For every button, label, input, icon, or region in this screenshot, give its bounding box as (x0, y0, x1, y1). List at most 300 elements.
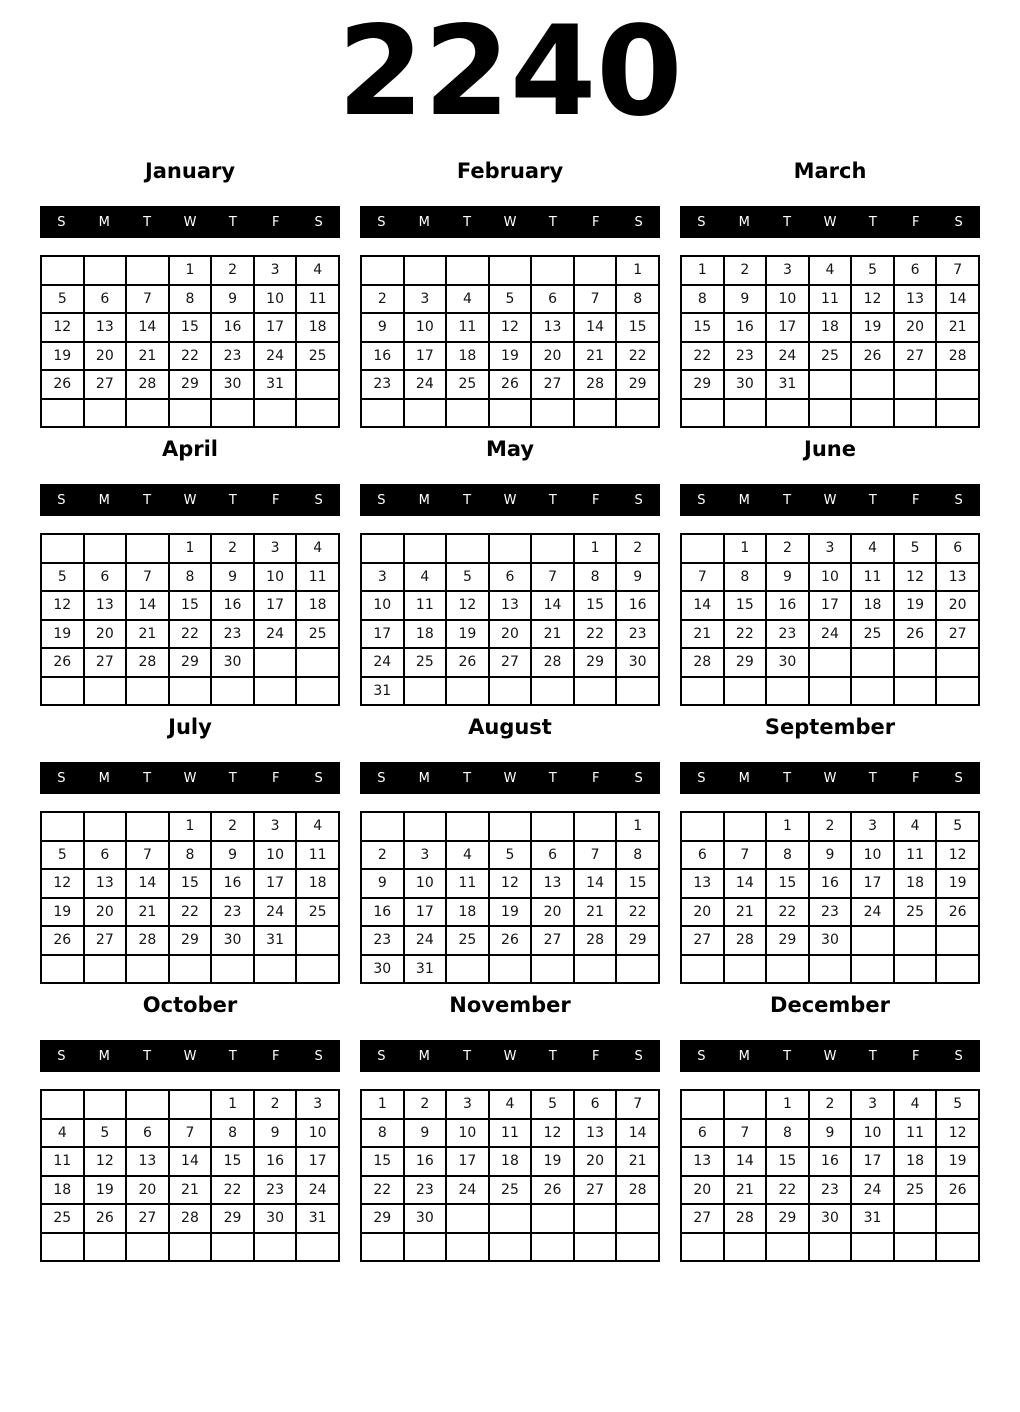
day-cell: 15 (574, 591, 617, 620)
weekday-label: F (271, 492, 280, 508)
week-row (41, 1204, 339, 1233)
day-cell: 21 (724, 1176, 767, 1205)
empty-day-cell (404, 1233, 447, 1262)
day-cell: 13 (894, 285, 937, 314)
day-cell: 13 (84, 591, 127, 620)
day-cell: 11 (446, 313, 489, 342)
empty-day-cell (936, 955, 979, 984)
empty-day-cell (84, 677, 127, 706)
day-cell: 29 (766, 926, 809, 955)
weekday-label: T (868, 770, 877, 786)
week-row (41, 926, 339, 955)
week-row (681, 869, 979, 898)
week-row (361, 1176, 659, 1205)
month-title: August (468, 715, 552, 739)
day-cell: 7 (936, 256, 979, 285)
day-cell: 10 (404, 313, 447, 342)
week-row (681, 677, 979, 706)
day-cell: 10 (361, 591, 404, 620)
day-cell: 21 (126, 898, 169, 927)
day-cell: 20 (681, 1176, 724, 1205)
weekday-header-row (680, 206, 980, 238)
day-cell: 23 (211, 342, 254, 371)
empty-day-cell (84, 955, 127, 984)
day-cell: 29 (766, 1204, 809, 1233)
empty-day-cell (254, 648, 297, 677)
day-cell: 24 (296, 1176, 339, 1205)
month-grid (360, 255, 660, 428)
day-cell: 18 (809, 313, 852, 342)
day-cell: 4 (851, 534, 894, 563)
day-cell: 21 (531, 620, 574, 649)
day-cell: 4 (446, 285, 489, 314)
week-row (41, 313, 339, 342)
day-cell: 16 (361, 342, 404, 371)
weekday-label: S (954, 214, 963, 230)
weekday-label: F (591, 1048, 600, 1064)
day-cell: 5 (851, 256, 894, 285)
day-cell: 5 (936, 1090, 979, 1119)
weekday-header-row (40, 484, 340, 516)
day-cell: 1 (574, 534, 617, 563)
week-row (681, 1233, 979, 1262)
weekday-label: W (823, 770, 837, 786)
empty-day-cell (809, 955, 852, 984)
day-cell: 26 (41, 648, 84, 677)
day-cell: 10 (254, 285, 297, 314)
weekday-label: T (228, 1048, 237, 1064)
day-cell: 9 (809, 841, 852, 870)
empty-day-cell (894, 399, 937, 428)
weekday-label: T (463, 214, 472, 230)
day-cell: 17 (296, 1147, 339, 1176)
week-row (681, 841, 979, 870)
weekday-label: S (314, 1048, 323, 1064)
month-july (40, 716, 340, 984)
week-row (41, 1119, 339, 1148)
weekday-label: S (314, 214, 323, 230)
day-cell: 22 (169, 620, 212, 649)
day-cell: 14 (574, 869, 617, 898)
day-cell: 8 (766, 1119, 809, 1148)
empty-day-cell (361, 256, 404, 285)
week-row (41, 591, 339, 620)
day-cell: 25 (446, 370, 489, 399)
day-cell: 19 (84, 1176, 127, 1205)
day-cell: 26 (936, 1176, 979, 1205)
day-cell: 14 (681, 591, 724, 620)
empty-day-cell (489, 1233, 532, 1262)
day-cell: 11 (489, 1119, 532, 1148)
empty-day-cell (851, 370, 894, 399)
day-cell: 11 (296, 285, 339, 314)
empty-day-cell (296, 370, 339, 399)
week-row (361, 1147, 659, 1176)
day-cell: 12 (894, 563, 937, 592)
year-title: 2240 (337, 0, 683, 144)
day-cell: 24 (809, 620, 852, 649)
empty-day-cell (126, 256, 169, 285)
day-cell: 7 (126, 563, 169, 592)
day-cell: 7 (531, 563, 574, 592)
day-cell: 27 (894, 342, 937, 371)
day-cell: 16 (766, 591, 809, 620)
day-cell: 20 (894, 313, 937, 342)
empty-day-cell (361, 1233, 404, 1262)
weekday-label: S (377, 214, 386, 230)
month-grid (680, 533, 980, 706)
day-cell: 24 (254, 898, 297, 927)
empty-day-cell (446, 812, 489, 841)
empty-day-cell (126, 677, 169, 706)
day-cell: 2 (211, 534, 254, 563)
day-cell: 19 (41, 898, 84, 927)
empty-day-cell (296, 955, 339, 984)
day-cell: 24 (254, 620, 297, 649)
day-cell: 25 (894, 898, 937, 927)
week-row (681, 591, 979, 620)
week-row (41, 399, 339, 428)
day-cell: 15 (681, 313, 724, 342)
month-september (680, 716, 980, 984)
weekday-header-row (680, 762, 980, 794)
day-cell: 31 (851, 1204, 894, 1233)
day-cell: 30 (211, 926, 254, 955)
day-cell: 6 (489, 563, 532, 592)
day-cell: 30 (211, 370, 254, 399)
day-cell: 30 (211, 648, 254, 677)
day-cell: 16 (211, 591, 254, 620)
day-cell: 4 (404, 563, 447, 592)
day-cell: 2 (361, 285, 404, 314)
empty-day-cell (574, 955, 617, 984)
day-cell: 24 (851, 1176, 894, 1205)
day-cell: 4 (489, 1090, 532, 1119)
empty-day-cell (446, 1204, 489, 1233)
day-cell: 27 (84, 370, 127, 399)
day-cell: 3 (296, 1090, 339, 1119)
week-row (361, 370, 659, 399)
day-cell: 10 (296, 1119, 339, 1148)
empty-day-cell (936, 399, 979, 428)
empty-day-cell (574, 812, 617, 841)
weekday-label: S (377, 770, 386, 786)
day-cell: 5 (41, 285, 84, 314)
day-cell: 9 (211, 285, 254, 314)
day-cell: 16 (211, 313, 254, 342)
day-cell: 3 (361, 563, 404, 592)
weekday-label: S (697, 770, 706, 786)
day-cell: 30 (724, 370, 767, 399)
day-cell: 25 (894, 1176, 937, 1205)
weekday-label: W (503, 492, 517, 508)
day-cell: 9 (361, 313, 404, 342)
week-row (361, 648, 659, 677)
day-cell: 31 (254, 370, 297, 399)
empty-day-cell (489, 677, 532, 706)
week-row (361, 955, 659, 984)
day-cell: 12 (41, 591, 84, 620)
empty-day-cell (404, 534, 447, 563)
day-cell: 18 (404, 620, 447, 649)
day-cell: 6 (531, 285, 574, 314)
day-cell: 19 (446, 620, 489, 649)
month-may (360, 438, 660, 706)
empty-day-cell (616, 1233, 659, 1262)
day-cell: 10 (766, 285, 809, 314)
day-cell: 17 (254, 869, 297, 898)
day-cell: 8 (361, 1119, 404, 1148)
day-cell: 14 (724, 1147, 767, 1176)
day-cell: 1 (766, 1090, 809, 1119)
weekday-label: M (98, 1048, 110, 1064)
empty-day-cell (531, 812, 574, 841)
day-cell: 25 (296, 342, 339, 371)
week-row (681, 898, 979, 927)
day-cell: 26 (446, 648, 489, 677)
day-cell: 4 (446, 841, 489, 870)
day-cell: 16 (724, 313, 767, 342)
week-row (361, 898, 659, 927)
empty-day-cell (489, 1204, 532, 1233)
empty-day-cell (169, 677, 212, 706)
day-cell: 2 (404, 1090, 447, 1119)
empty-day-cell (809, 677, 852, 706)
weekday-label: T (228, 492, 237, 508)
day-cell: 13 (531, 869, 574, 898)
day-cell: 13 (489, 591, 532, 620)
empty-day-cell (574, 1233, 617, 1262)
week-row (41, 370, 339, 399)
weekday-header-row (360, 484, 660, 516)
empty-day-cell (41, 534, 84, 563)
empty-day-cell (254, 677, 297, 706)
day-cell: 16 (809, 1147, 852, 1176)
day-cell: 1 (169, 534, 212, 563)
day-cell: 15 (361, 1147, 404, 1176)
empty-day-cell (851, 1233, 894, 1262)
week-row (41, 898, 339, 927)
day-cell: 12 (446, 591, 489, 620)
day-cell: 21 (126, 342, 169, 371)
weekday-label: F (911, 492, 920, 508)
day-cell: 25 (296, 620, 339, 649)
day-cell: 6 (126, 1119, 169, 1148)
weekday-label: M (98, 492, 110, 508)
day-cell: 19 (489, 898, 532, 927)
day-cell: 28 (531, 648, 574, 677)
day-cell: 29 (211, 1204, 254, 1233)
day-cell: 17 (851, 869, 894, 898)
empty-day-cell (84, 256, 127, 285)
day-cell: 27 (936, 620, 979, 649)
week-row (41, 620, 339, 649)
day-cell: 4 (296, 256, 339, 285)
day-cell: 6 (681, 1119, 724, 1148)
day-cell: 8 (616, 285, 659, 314)
day-cell: 26 (41, 926, 84, 955)
day-cell: 28 (574, 926, 617, 955)
empty-day-cell (851, 648, 894, 677)
day-cell: 27 (489, 648, 532, 677)
day-cell: 11 (894, 841, 937, 870)
day-cell: 21 (681, 620, 724, 649)
empty-day-cell (84, 1233, 127, 1262)
weekday-label: T (143, 770, 152, 786)
day-cell: 28 (574, 370, 617, 399)
day-cell: 17 (766, 313, 809, 342)
week-row (361, 677, 659, 706)
month-title: December (770, 993, 890, 1017)
week-row (41, 256, 339, 285)
day-cell: 11 (851, 563, 894, 592)
empty-day-cell (41, 677, 84, 706)
empty-day-cell (84, 812, 127, 841)
day-cell: 15 (766, 869, 809, 898)
day-cell: 16 (254, 1147, 297, 1176)
day-cell: 27 (84, 926, 127, 955)
empty-day-cell (766, 677, 809, 706)
empty-day-cell (894, 1204, 937, 1233)
day-cell: 25 (851, 620, 894, 649)
day-cell: 22 (211, 1176, 254, 1205)
empty-day-cell (211, 955, 254, 984)
week-row (41, 648, 339, 677)
month-title: April (161, 437, 219, 461)
month-grid (40, 1089, 340, 1262)
empty-day-cell (254, 1233, 297, 1262)
day-cell: 2 (766, 534, 809, 563)
weekday-label: S (57, 214, 66, 230)
day-cell: 9 (404, 1119, 447, 1148)
weekday-label: S (954, 770, 963, 786)
day-cell: 1 (211, 1090, 254, 1119)
month-grid (680, 811, 980, 984)
day-cell: 24 (361, 648, 404, 677)
day-cell: 14 (574, 313, 617, 342)
month-grid (680, 255, 980, 428)
empty-day-cell (296, 648, 339, 677)
day-cell: 10 (851, 841, 894, 870)
day-cell: 8 (169, 841, 212, 870)
weekday-label: T (463, 1048, 472, 1064)
empty-day-cell (126, 534, 169, 563)
day-cell: 30 (766, 648, 809, 677)
day-cell: 9 (211, 841, 254, 870)
day-cell: 4 (894, 812, 937, 841)
empty-day-cell (41, 1233, 84, 1262)
day-cell: 22 (766, 898, 809, 927)
day-cell: 13 (84, 869, 127, 898)
empty-day-cell (936, 1233, 979, 1262)
day-cell: 9 (809, 1119, 852, 1148)
empty-day-cell (681, 1233, 724, 1262)
weekday-label: M (418, 492, 430, 508)
day-cell: 15 (724, 591, 767, 620)
day-cell: 6 (84, 285, 127, 314)
empty-day-cell (254, 955, 297, 984)
day-cell: 17 (446, 1147, 489, 1176)
day-cell: 31 (404, 955, 447, 984)
weekday-header-row (360, 206, 660, 238)
day-cell: 5 (894, 534, 937, 563)
day-cell: 4 (296, 812, 339, 841)
week-row (361, 563, 659, 592)
day-cell: 18 (894, 1147, 937, 1176)
day-cell: 6 (936, 534, 979, 563)
day-cell: 1 (724, 534, 767, 563)
day-cell: 6 (574, 1090, 617, 1119)
weekday-header-row (680, 484, 980, 516)
day-cell: 15 (169, 591, 212, 620)
week-row (361, 926, 659, 955)
day-cell: 18 (851, 591, 894, 620)
weekday-label: M (418, 770, 430, 786)
day-cell: 10 (446, 1119, 489, 1148)
weekday-label: S (634, 492, 643, 508)
day-cell: 1 (361, 1090, 404, 1119)
weekday-label: M (738, 1048, 750, 1064)
day-cell: 5 (446, 563, 489, 592)
day-cell: 30 (809, 926, 852, 955)
day-cell: 11 (446, 869, 489, 898)
week-row (41, 1090, 339, 1119)
day-cell: 15 (616, 313, 659, 342)
day-cell: 15 (766, 1147, 809, 1176)
empty-day-cell (404, 812, 447, 841)
weekday-label: F (591, 492, 600, 508)
empty-day-cell (894, 955, 937, 984)
weekday-label: S (634, 1048, 643, 1064)
day-cell: 8 (169, 563, 212, 592)
day-cell: 27 (681, 1204, 724, 1233)
month-title: January (144, 159, 236, 183)
empty-day-cell (531, 399, 574, 428)
weekday-label: M (98, 214, 110, 230)
day-cell: 7 (574, 285, 617, 314)
day-cell: 17 (361, 620, 404, 649)
day-cell: 13 (936, 563, 979, 592)
day-cell: 17 (404, 898, 447, 927)
weekday-label: T (143, 492, 152, 508)
day-cell: 27 (126, 1204, 169, 1233)
month-grid (360, 533, 660, 706)
day-cell: 22 (766, 1176, 809, 1205)
weekday-header-row (360, 1040, 660, 1072)
month-title: March (793, 159, 867, 183)
empty-day-cell (531, 955, 574, 984)
empty-day-cell (616, 399, 659, 428)
day-cell: 18 (446, 342, 489, 371)
day-cell: 4 (809, 256, 852, 285)
week-row (681, 256, 979, 285)
day-cell: 30 (361, 955, 404, 984)
day-cell: 18 (894, 869, 937, 898)
empty-day-cell (681, 399, 724, 428)
empty-day-cell (41, 1090, 84, 1119)
day-cell: 13 (531, 313, 574, 342)
day-cell: 10 (404, 869, 447, 898)
day-cell: 1 (616, 256, 659, 285)
empty-day-cell (41, 955, 84, 984)
empty-day-cell (574, 399, 617, 428)
week-row (41, 342, 339, 371)
month-grid (360, 1089, 660, 1262)
week-row (361, 1090, 659, 1119)
day-cell: 26 (489, 370, 532, 399)
weekday-label: T (868, 214, 877, 230)
empty-day-cell (894, 1233, 937, 1262)
